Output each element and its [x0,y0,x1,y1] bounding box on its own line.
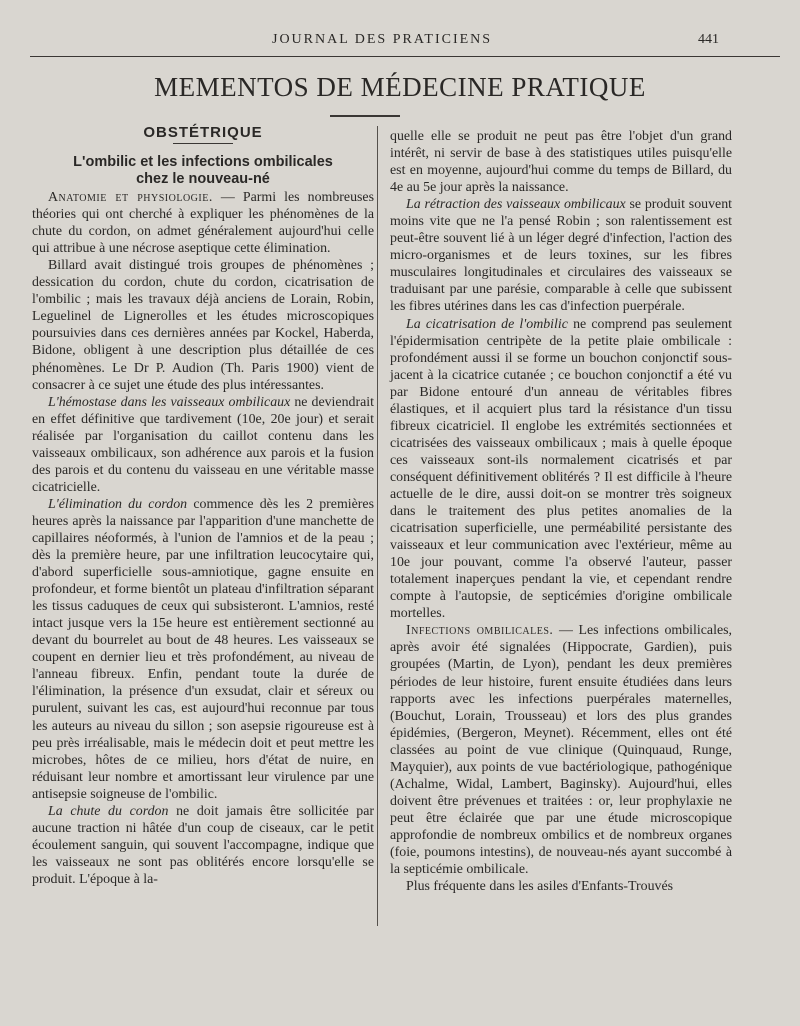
paragraph [390,316,732,623]
paragraph-text: ne doit jamais être sollicitée par aucune traction ni hâtée d'un coup de ciseaux, car le petit écoulement sanguin, qui souvent l'accompagne, indique que les vaisseaux ne sont pas oblitérés encore lorsqu'elle se produit. L'époque à la- [32,803,375,887]
page-title: MEMENTOS DE MÉDECINE PRATIQUE [154,72,646,102]
run-in-heading: Anatomie et physiologie. [48,190,213,206]
italic-lead: La chute du cordon [48,803,169,819]
section-heading: OBSTÉTRIQUE [143,124,263,141]
running-header [0,30,800,52]
paragraph-text: — Parmi les nombreuses théories qui ont cherché à expliquer les phénomènes de la chute du cordon, on admet généralement aujourd'hui celle qui attribue à une nécrose aseptique cette élimination. [32,190,374,257]
journal-title: JOURNAL DES PRATICIENS [272,32,493,47]
paragraph [32,394,374,496]
column-divider [377,126,378,926]
article-title-line1: L'ombilic et les infections ombilicales [73,154,333,171]
italic-lead: La rétraction des vaisseaux ombilicaux [406,197,626,213]
title-rule [330,115,400,117]
paragraph: Plus fréquente dans les asiles d'Enfants-Trouvés [406,879,674,895]
paragraph: quelle elle se produit ne peut pas être l'objet d'un grand intérêt, ni servir de base à des statistiques utiles puisqu'elle est en moyenne, aujourd'hui comme du temps de Billard, du 4e au 5e jour après la naissance. [390,129,732,196]
paragraph [32,496,374,803]
paragraph-text: commence dès les 2 premières heures après la naissance par l'apparition d'une manchette de capillaires néoformés, à l'union de l'amnios et de la peau ; dès la première heure, par une infiltration leucocytaire qui, d'abord superficielle sous-amniotique, gagne ensuite en profondeur, et forme bientôt un plateau d'infiltration séparant les tissus caduques de ceux qui subsisteront. L'amnios, resté intact jusque vers la 15e heure est entièrement sectionné au devant du bourrelet au bout de 48 heures. Les vaisseaux se coupent en dernier lieu et très profondément, au niveau de l'anneau fibreux. Enfin, pendant toute la durée de l'élimination, la présence d'un exsudat, clair et séreux ou purulent, suivant les cas, est aujourd'hui reconnue par tous les auteurs au niveau du sillon ; son asepsie rigoureuse est à peu près irréalisable, mais le médecin doit et peut mettre les microbes, hôtes de ce milieu, hors d'état de nuire, en réduisant leur nombre et amortissant leur virulence par une antisepsie soigneuse de l'ombilic. [32,496,374,802]
article-title-line2: chez le nouveau-né [136,171,270,188]
header-rule [30,56,780,57]
paragraph-text: ne comprend pas seulement l'épidermisation centripète de la petite plaie ombilicale : profondément aussi il se forme un bouchon conjonctif sous-jacent à la cicatrice cutanée ; ce bouchon conjonctif a été vu par Bidone entouré d'un anneau de véritables fibres élastiques, et il acquiert plus tard la résistance d'un tissu fibreux cicatriciel. Il englobe les extrémités sectionnées et cicatrisées des vaisseaux ombilicaux ; mais à quelle époque ces vaisseaux sont-ils normalement cicatrisés et par conséquent définitivement oblitérés ? Il est difficile à l'heure actuelle de le dire, aussi doit-on se montrer très soigneux dans le traitement des plus petites anomalies de la cicatrisation superficielle, une perméabilité persistante des vaisseaux et leur communication avec l'extérieur, même au 10e jour pouvant, comme l'a observé l'auteur, passer totalement inaperçues pendant la vie, et cependant rendre compte à l'autopsie, de septicémies d'origine ombilicale mortelles. [390,316,732,622]
paragraph [390,622,732,878]
paragraph [390,196,732,315]
paragraph-text: — Les infections ombilicales, après avoir été signalées (Hippocrate, Gardien), puis groupées (Martin, de Lyon), pendant les deux premières périodes de leur histoire, furent ensuite étudiées dans leurs rapports avec les infections puerpérales maternelles, (Bouchut, Lorain, Trousseau) et lors des plus grandes épidémies, (Bergeron, Meynet). Récemment, elles ont été classées au point de vue clinique (Quinquaud, Runge, Mayquier), aux points de vue bactériologique, pathogénique (Achalme, Widal, Lambert, Baginsky). Aujourd'hui, elles doivent être prévenues et traitées : or, leur prophylaxie ne peut être éclairée que par une étude microscopique approfondie de nombreux ombilics et de nombreux organes (foie, poumons intestins), de nouveau-nés ayant succombé à la septicémie ombilicale. [390,623,732,878]
run-in-heading: Infections ombilicales. [406,623,554,639]
paragraph-text: se produit souvent moins vite que ne l'a pensé Robin ; son ralentissement est peut-être souvent lié à un léger degré d'infection, l'action des micro-organismes et de leurs toxines, sur les fibres musculaires longitudinales et circulaires des vaisseaux se traduisant par une parésie, comparable à celle que subissent les fibres utérines dans les cas d'infection puerpérale. [390,197,733,315]
section-rule [173,143,233,144]
paragraph: Billard avait distingué trois groupes de phénomènes ; dessication du cordon, chute du cordon, cicatrisation de l'ombilic ; mais les travaux déjà anciens de Lorain, Robin, Leguelinel de Lignerolles et les études microscopiques poursuivies dans ces dernières années par Kockel, Haberda, Bidone, obligent à une description plus détaillée de ces phénomènes. Le Dr P. Audion (Th. Paris 1900) vient de consacrer à ce sujet une étude des plus intéressantes. [32,258,374,393]
right-column [390,128,732,895]
paragraph [32,803,374,888]
italic-lead: L'hémostase dans les vaisseaux ombilicaux [48,394,291,410]
italic-lead: L'élimination du cordon [48,496,188,512]
paragraph [32,189,374,257]
left-column [32,120,374,888]
article-title [32,154,374,188]
italic-lead: La cicatrisation de l'ombilic [406,316,568,332]
page-number: 441 [698,32,719,47]
paragraph-text: ne deviendrait en effet définitive que tardivement (10e, 20e jour) et serait réalisée par l'organisation du caillot contenu dans les vaisseaux ombilicaux, son adhérence aux parois et la fusion des parois et du contenu du vaisseau en une véritable masse cicatricielle. [32,394,374,495]
